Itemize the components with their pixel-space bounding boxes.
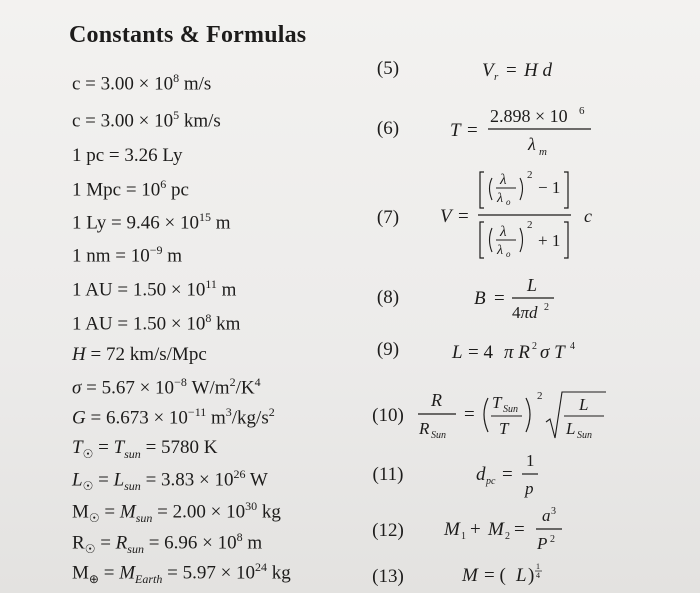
svg-text:=: = <box>464 404 475 425</box>
formula-wien-law <box>450 98 600 158</box>
svg-text:Sun: Sun <box>503 404 518 415</box>
svg-text:T: T <box>499 419 509 438</box>
svg-text:M: M <box>462 565 478 586</box>
svg-text:=: = <box>467 120 478 141</box>
formula-number: (12) <box>372 520 404 541</box>
svg-text:4: 4 <box>570 341 575 352</box>
constant-line: $L_☉ = L_{sun} = 3.83 \times 10^{26}$ W <box>72 467 268 494</box>
svg-text:=: = <box>502 464 513 485</box>
svg-text:2: 2 <box>537 390 543 402</box>
constant-line: 1 nm = $10^{-9}$ m <box>72 243 183 267</box>
constant-line: $R_☉ = R_{sun} = 6.96 \times 10^8$ m <box>72 530 263 557</box>
svg-text:pc: pc <box>486 476 496 487</box>
svg-text:2: 2 <box>527 169 533 181</box>
formula-number: (13) <box>372 566 404 587</box>
svg-text:2.898 × 10: 2.898 × 10 <box>490 106 568 126</box>
svg-text:λ: λ <box>528 134 536 154</box>
svg-text:P: P <box>537 534 548 553</box>
svg-text:= 4: = 4 <box>468 342 493 363</box>
constant-line: $\sigma = 5.67 \times 10^{-8}$ $W/m^2/K^4$ <box>72 375 261 399</box>
formula-number: (8) <box>376 287 400 308</box>
svg-text:V: V <box>440 206 452 227</box>
svg-text:R: R <box>431 390 442 410</box>
svg-text:L: L <box>452 342 463 363</box>
svg-text:Sun: Sun <box>577 430 592 441</box>
constant-line: $G = 6.673 \times 10^{-11}$ $m^3/kg/s^2$ <box>72 405 275 429</box>
svg-text:1: 1 <box>461 531 466 542</box>
svg-text:λ: λ <box>497 243 504 258</box>
constant-line: H = 72 km/s/Mpc <box>72 344 207 365</box>
constant-line: $T_☉ = T_{sun} = 5780$ K <box>72 437 218 461</box>
svg-text:r: r <box>494 71 499 83</box>
svg-text:L: L <box>566 419 576 438</box>
svg-text:=: = <box>506 60 517 81</box>
svg-text:1: 1 <box>526 451 535 470</box>
svg-text:L: L <box>579 395 589 414</box>
svg-text:+: + <box>470 519 481 540</box>
svg-text:2: 2 <box>550 534 555 545</box>
svg-text:=: = <box>514 519 525 540</box>
formula-kepler-mass <box>444 504 584 559</box>
page-title: Constants & Formulas <box>69 22 307 48</box>
formula-number: (6) <box>376 118 400 139</box>
svg-text:a: a <box>542 506 551 525</box>
svg-text:R: R <box>419 419 430 438</box>
svg-text:+ 1: + 1 <box>538 231 561 250</box>
constant-line: 1 AU = $1.50 \times 10^{11}$ m <box>72 277 237 301</box>
svg-text:d: d <box>476 464 486 485</box>
svg-text:=: = <box>458 206 469 227</box>
formula-parallax-distance <box>476 450 566 505</box>
constant-line: 1 pc = 3.26 Ly <box>72 145 183 166</box>
svg-text:2: 2 <box>505 531 510 542</box>
svg-text:T: T <box>450 120 461 141</box>
svg-text:p: p <box>525 479 534 498</box>
svg-text:6: 6 <box>579 105 585 117</box>
formula-number: (7) <box>376 207 400 228</box>
constant-line: 1 $Ly = 9.46 \times 10^{15}$ m <box>72 210 231 234</box>
svg-text:π R: π R <box>504 342 530 363</box>
svg-text:2: 2 <box>544 302 549 313</box>
svg-text:B: B <box>474 288 486 309</box>
constant-line: $c = 3.00 \times 10^5$ km/s <box>72 108 221 132</box>
svg-text:c: c <box>584 206 592 226</box>
svg-text:=: = <box>494 288 505 309</box>
svg-text:λ: λ <box>500 224 507 240</box>
svg-text:1: 1 <box>536 562 540 571</box>
formula-doppler-velocity <box>438 160 638 280</box>
svg-text:M: M <box>488 519 504 540</box>
constant-line: $c = 3.00 \times 10^8$ m/s <box>72 71 212 95</box>
svg-text:Sun: Sun <box>431 430 446 441</box>
formula-number: (11) <box>372 464 404 485</box>
formula-radius-ratio <box>416 384 606 454</box>
formula-hubble-law <box>480 56 580 84</box>
formula-mass-luminosity <box>462 560 572 590</box>
svg-text:T: T <box>492 393 502 412</box>
svg-text:o: o <box>506 197 511 207</box>
svg-text:= (: = ( <box>484 565 506 586</box>
svg-text:L: L <box>527 275 538 295</box>
constant-line: $M_☉ = M_{sun} = 2.00 \times 10^{30}$ kg <box>72 499 281 526</box>
svg-text:2: 2 <box>527 219 533 231</box>
svg-text:− 1: − 1 <box>538 178 561 197</box>
svg-text:m: m <box>539 146 547 158</box>
svg-text:λ: λ <box>500 172 507 188</box>
svg-text:o: o <box>506 249 511 259</box>
svg-text:λ: λ <box>497 191 504 206</box>
svg-text:4πd: 4πd <box>512 303 538 322</box>
formula-number: (5) <box>376 58 400 79</box>
svg-text:M: M <box>444 519 460 540</box>
svg-text:): ) <box>528 565 535 586</box>
svg-text:L: L <box>516 565 527 586</box>
svg-text:σ T: σ T <box>540 342 565 363</box>
formula-brightness <box>472 272 572 332</box>
constant-line: 1 Mpc = $10^6$ pc <box>72 177 189 201</box>
svg-text:2: 2 <box>532 341 537 352</box>
constant-line: $M_\oplus = M_{Earth} = 5.97 \times 10^{24}$ kg <box>72 560 291 587</box>
constant-line: 1 AU = $1.50 \times 10^8$ km <box>72 311 241 335</box>
svg-text:3: 3 <box>551 506 556 517</box>
svg-text:4: 4 <box>536 571 540 580</box>
formula-number: (10) <box>372 405 404 426</box>
svg-text:V: V <box>482 60 494 81</box>
formula-stefan-boltzmann <box>452 338 582 366</box>
formula-number: (9) <box>376 339 400 360</box>
svg-text:H d: H d <box>524 60 552 81</box>
